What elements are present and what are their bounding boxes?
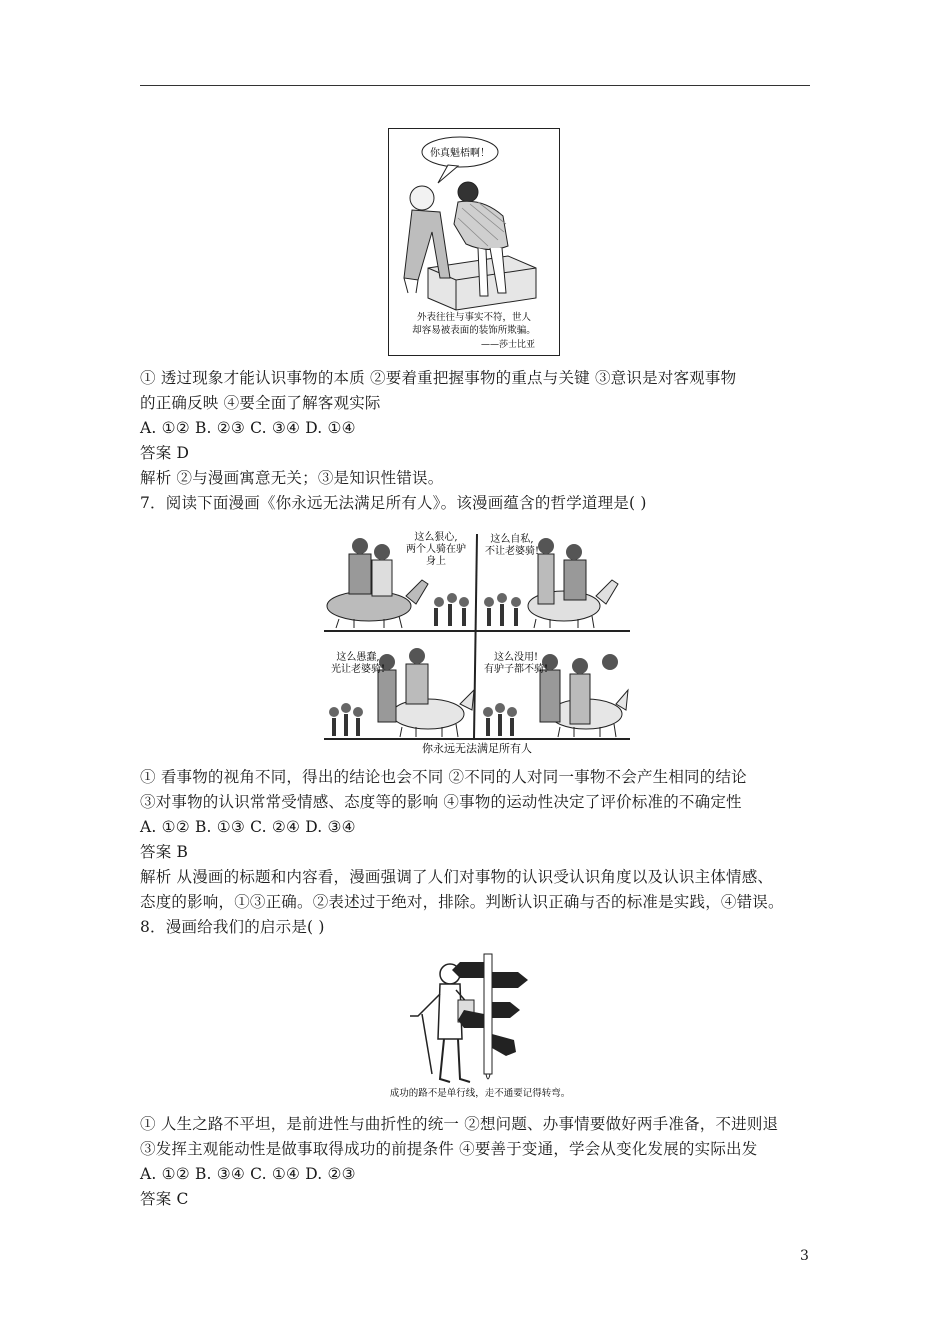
panel-4-line-2: 有驴子都不骑! xyxy=(483,664,549,675)
panel-1 xyxy=(327,530,469,628)
panel-3 xyxy=(329,648,474,737)
q6-answer: 答案 D xyxy=(140,444,190,462)
panel-4 xyxy=(483,650,628,737)
panel-3-line-1: 这么愚蠢, xyxy=(336,652,380,663)
q6-analysis: 解析 ②与漫画寓意无关；③是知识性错误。 xyxy=(140,469,444,487)
q6-choices: A. ①② B. ②③ C. ③④ D. ①④ xyxy=(140,419,356,437)
q7-analysis-line-1: 解析 从漫画的标题和内容看，漫画强调了人们对事物的认识受认识角度以及认识主体情感、 xyxy=(140,868,774,886)
q6-options-line-2: 的正确反映 ④要全面了解客观实际 xyxy=(140,394,381,412)
q6-options-line-1: ① 透过现象才能认识事物的本质 ②要着重把握事物的重点与关键 ③意识是对客观事物 xyxy=(140,369,737,387)
panel-2 xyxy=(484,532,618,628)
quote-line-2: 却容易被表面的装饰所欺骗。 xyxy=(412,325,536,336)
panel-1-line-2: 两个人骑在驴 xyxy=(406,544,466,555)
q8-question: 8．漫画给我们的启示是( ) xyxy=(140,918,325,936)
q7-choices: A. ①② B. ①③ C. ②④ D. ③④ xyxy=(140,818,356,836)
donkey-cartoon-caption: 你永远无法满足所有人 xyxy=(422,742,532,755)
q7-analysis-line-2: 态度的影响，①③正确。②表述过于绝对，排除。判断认识正确与否的标准是实践，④错误。 xyxy=(140,893,784,911)
panel-1-line-1: 这么狠心, xyxy=(414,532,458,543)
cartoon-appearance-vs-reality xyxy=(388,128,560,356)
cartoon-donkey-four-panels xyxy=(324,524,630,756)
q7-answer: 答案 B xyxy=(140,843,189,861)
page-number: 3 xyxy=(800,1248,809,1264)
cartoon-signpost xyxy=(360,944,600,1104)
q8-options-line-2: ③发挥主观能动性是做事取得成功的前提条件 ④要善于变通，学会从变化发展的实际出发 xyxy=(140,1140,758,1158)
quote-author: ——莎士比亚 xyxy=(480,340,536,350)
speech-bubble-text: 你真魁梧啊！ xyxy=(430,148,490,159)
q7-question: 7．阅读下面漫画《你永远无法满足所有人》。该漫画蕴含的哲学道理是( ) xyxy=(140,494,647,512)
panel-1-line-3: 身上 xyxy=(426,556,446,567)
q8-options-line-1: ① 人生之路不平坦，是前进性与曲折性的统一 ②想问题、办事情要做好两手准备，不进则退 xyxy=(140,1115,779,1133)
q8-choices: A. ①② B. ③④ C. ①④ D. ②③ xyxy=(140,1165,356,1183)
header-rule xyxy=(140,85,810,86)
q7-options-line-2: ③对事物的认识常常受情感、态度等的影响 ④事物的运动性决定了评价标准的不确定性 xyxy=(140,793,742,811)
q8-answer: 答案 C xyxy=(140,1190,189,1208)
panel-3-line-2: 光让老婆骑! xyxy=(330,664,386,675)
panel-4-line-1: 这么没用! xyxy=(493,652,539,663)
panel-2-line-1: 这么自私, xyxy=(490,534,534,545)
q7-options-line-1: ① 看事物的视角不同，得出的结论也会不同 ②不同的人对同一事物不会产生相同的结论 xyxy=(140,768,747,786)
signpost-caption: 成功的路不是单行线，走不通要记得转弯。 xyxy=(389,1088,571,1099)
panel-2-line-2: 不让老婆骑! xyxy=(484,546,540,557)
quote-line-1: 外表往往与事实不符，世人 xyxy=(416,312,532,323)
